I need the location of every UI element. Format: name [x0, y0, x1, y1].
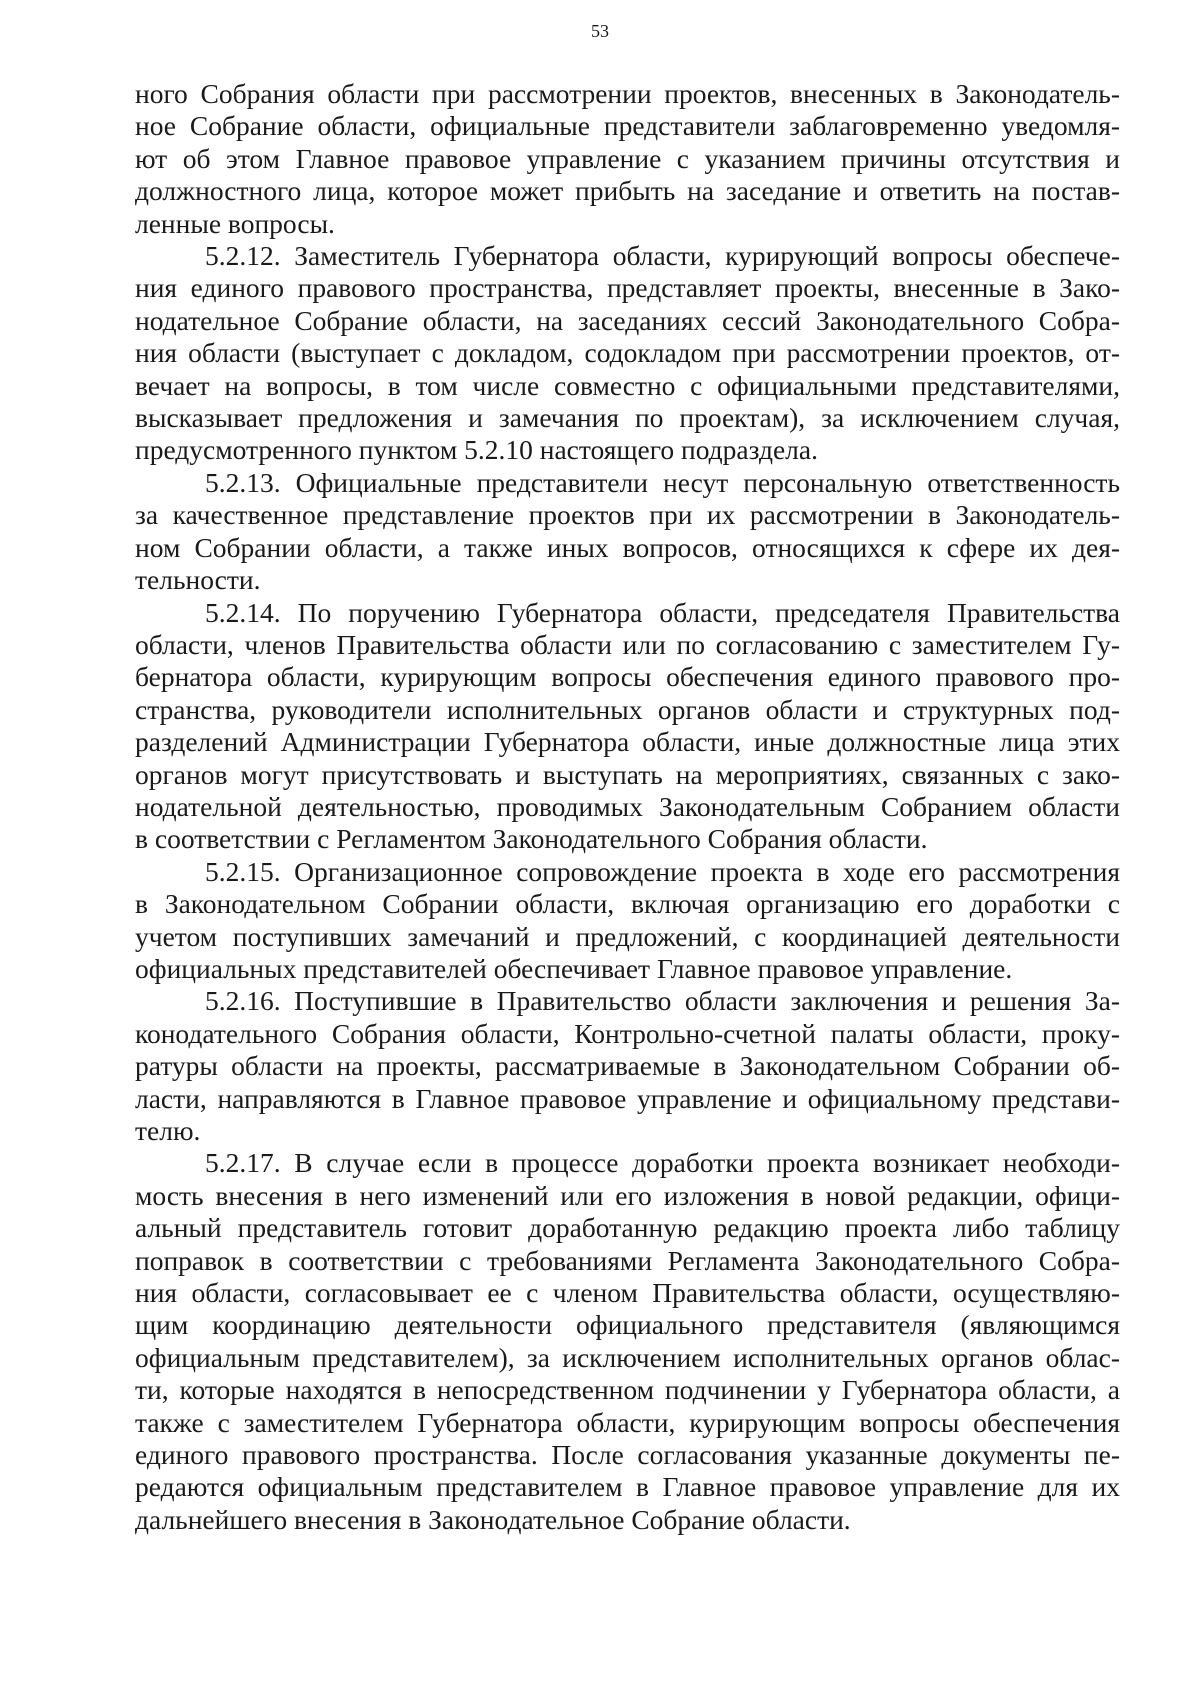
text-line: 5.2.12. Заместитель Губернатора области, курирующий вопросы обеспече-	[205, 240, 1120, 272]
text-line: 5.2.13. Официальные представители несут персональную ответственность	[205, 466, 1120, 498]
page-number: 53	[591, 21, 609, 41]
text-line: ленные вопросы.	[135, 207, 335, 239]
text-line: должностного лица, которое может прибыть на заседание и ответить на постав-	[135, 175, 1120, 207]
paragraph	[135, 240, 1120, 467]
text-line: ния единого правового пространства, представляет проекты, внесенные в Зако-	[135, 272, 1120, 304]
text-line: дальнейшего внесения в Законодательное Собрание области.	[135, 1503, 851, 1535]
text-line: разделений Администрации Губернатора области, иные должностные лица этих	[135, 726, 1120, 758]
text-line: ния области (выступает с докладом, содокладом при рассмотрении проектов, от-	[135, 337, 1120, 369]
text-line: ное Собрание области, официальные представители заблаговременно уведомля-	[135, 110, 1120, 142]
text-line: поправок в соответствии с требованиями Регламента Законодательного Собра-	[135, 1244, 1120, 1276]
text-line: официальных представителей обеспечивает Главное правовое управление.	[135, 952, 1013, 984]
document-body	[135, 78, 1120, 1536]
text-line: телю.	[135, 1115, 201, 1146]
text-line: тельности.	[135, 564, 261, 596]
text-line: органов могут присутствовать и выступать на мероприятиях, связанных с зако-	[135, 758, 1120, 790]
text-line: ния области, согласовывает ее с членом Правительства области, осуществляю-	[135, 1277, 1120, 1309]
paragraph	[135, 985, 1120, 1147]
text-line: альный представитель готовит доработанную редакцию проекта либо таблицу	[135, 1212, 1120, 1244]
text-line: учетом поступивших замечаний и предложений, с координацией деятельности	[135, 920, 1120, 952]
text-line: области, членов Правительства области или по согласованию с заместителем Гу-	[135, 628, 1120, 660]
text-line: официальным представителем), за исключением исполнительных органов облас-	[135, 1341, 1120, 1373]
text-line: ратуры области на проекты, рассматриваемые в Законодательном Собрании об-	[135, 1050, 1120, 1082]
text-line: 5.2.16. Поступившие в Правительство области заключения и решения За-	[205, 985, 1120, 1017]
text-line: редаются официальным представителем в Главное правовое управление для их	[135, 1471, 1120, 1503]
text-line: также с заместителем Губернатора области, курирующим вопросы обеспечения	[135, 1406, 1120, 1438]
text-line: 5.2.15. Организационное сопровождение проекта в ходе его рассмотрения	[205, 855, 1120, 887]
text-line: конодательного Собрания области, Контрольно-счетной палаты области, проку-	[135, 1017, 1120, 1049]
text-line: за качественное представление проектов при их рассмотрении в Законодатель-	[135, 499, 1120, 531]
paragraph	[135, 856, 1120, 986]
text-line: 5.2.14. По поручению Губернатора области, председателя Правительства	[205, 596, 1120, 628]
text-line: ют об этом Главное правовое управление с указанием причины отсутствия и	[135, 142, 1120, 174]
text-line: ного Собрания области при рассмотрении проектов, внесенных в Законодатель-	[135, 78, 1120, 109]
text-line: ном Собрании области, а также иных вопросов, относящихся к сфере их дея-	[135, 531, 1120, 563]
text-line: 5.2.17. В случае если в процессе доработки проекта возникает необходи-	[205, 1147, 1120, 1179]
paragraph	[135, 467, 1120, 597]
text-line: бернатора области, курирующим вопросы обеспечения единого правового про-	[135, 661, 1120, 693]
paragraph	[135, 1147, 1120, 1536]
text-line: единого правового пространства. После согласования указанные документы пе-	[135, 1439, 1120, 1471]
text-line: предусмотренного пунктом 5.2.10 настоящего подраздела.	[135, 434, 818, 466]
text-line: странства, руководители исполнительных органов области и структурных под-	[135, 693, 1120, 725]
text-line: ти, которые находятся в непосредственном подчинении у Губернатора области, а	[135, 1374, 1120, 1406]
text-line: в Законодательном Собрании области, включая организацию его доработки с	[135, 888, 1120, 920]
text-line: мость внесения в него изменений или его изложения в новой редакции, офици-	[135, 1179, 1120, 1211]
paragraph	[135, 78, 1120, 240]
text-line: нодательной деятельностью, проводимых Законодательным Собранием области	[135, 790, 1120, 822]
text-line: ласти, направляются в Главное правовое управление и официальному представи-	[135, 1082, 1120, 1114]
text-line: нодательное Собрание области, на заседаниях сессий Законодательного Собра-	[135, 304, 1120, 336]
text-line: щим координацию деятельности официального представителя (являющимся	[135, 1309, 1120, 1341]
text-line: высказывает предложения и замечания по проектам), за исключением случая,	[135, 402, 1120, 434]
text-line: в соответствии с Регламентом Законодательного Собрания области.	[135, 823, 928, 855]
text-line: вечает на вопросы, в том числе совместно с официальными представителями,	[135, 369, 1120, 401]
paragraph	[135, 597, 1120, 856]
